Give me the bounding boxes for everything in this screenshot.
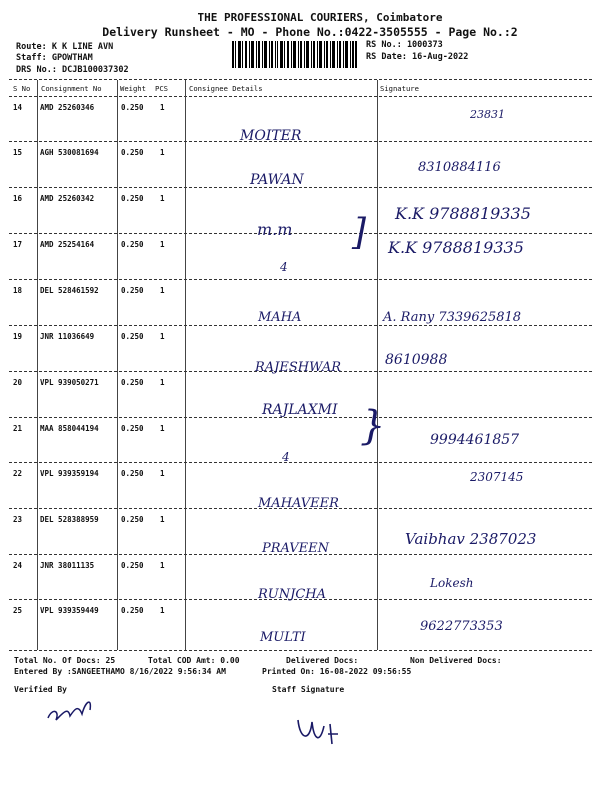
rs-date: RS Date: 16-Aug-2022 [366, 52, 469, 62]
handwritten-name: m.m [257, 220, 293, 239]
row-weight: 0.250 [121, 194, 144, 203]
handwritten-signature: 2307145 [470, 470, 524, 484]
row-consignment-no: AMD 25254164 [40, 240, 95, 249]
col-divider [377, 80, 378, 650]
row-separator [9, 325, 592, 326]
row-pcs: 1 [160, 606, 165, 615]
row-sno: 17 [13, 240, 23, 249]
row-sno: 16 [13, 194, 23, 203]
row-pcs: 1 [160, 424, 165, 433]
row-pcs: 1 [160, 469, 165, 478]
row-pcs: 1 [160, 515, 165, 524]
row-separator [9, 233, 592, 234]
handwritten-name: MOITER [240, 128, 302, 144]
row-weight: 0.250 [121, 424, 144, 433]
row-separator [9, 279, 592, 280]
row-sno: 25 [13, 606, 23, 615]
row-sno: 15 [13, 148, 23, 157]
non-delivered-docs: Non Delivered Docs: [410, 656, 502, 665]
handwritten-name: RAJLAXMI [262, 402, 338, 418]
staff-signature-mark [290, 700, 350, 750]
row-pcs: 1 [160, 103, 165, 112]
handwritten-signature: A. Rany 7339625818 [383, 310, 522, 325]
row-consignment-no: AGH 530081694 [40, 148, 99, 157]
staff-label: Staff: GPOWTHAM [16, 53, 93, 63]
handwritten-signature: 8610988 [385, 352, 448, 368]
bracket-mark: } [360, 403, 386, 449]
col-sno: S No [13, 84, 31, 93]
row-pcs: 1 [160, 194, 165, 203]
handwritten-signature: K.K 9788819335 [395, 204, 531, 223]
rs-number: RS No.: 1000373 [366, 40, 443, 50]
row-consignment-no: DEL 528461592 [40, 286, 99, 295]
drs-label: DRS No.: DCJB100037302 [16, 65, 129, 75]
row-weight: 0.250 [121, 561, 144, 570]
handwritten-name: MULTI [260, 630, 306, 645]
delivered-docs: Delivered Docs: [286, 656, 359, 665]
entered-by: Entered By :SANGEETHAMO 8/16/2022 9:56:34 AM [14, 667, 226, 676]
row-sno: 20 [13, 378, 23, 387]
handwritten-name: RUNJCHA [258, 587, 327, 602]
row-consignment-no: AMD 25260346 [40, 103, 95, 112]
row-consignment-no: DEL 528388959 [40, 515, 99, 524]
col-signature: Signature [380, 84, 419, 93]
row-weight: 0.250 [121, 148, 144, 157]
printed-on: Printed On: 16-08-2022 09:56:55 [262, 667, 412, 676]
handwritten-name: PRAVEEN [262, 541, 330, 556]
handwritten-signature: 9994461857 [430, 432, 520, 448]
col-consignee: Consignee Details [189, 84, 263, 93]
col-weight: Weight [120, 84, 146, 93]
row-sno: 21 [13, 424, 23, 433]
row-weight: 0.250 [121, 240, 144, 249]
col-divider [37, 80, 38, 650]
row-sno: 22 [13, 469, 23, 478]
handwritten-name: MAHAVEER [258, 496, 339, 511]
row-separator [9, 650, 592, 651]
handwritten-name: PAWAN [250, 172, 304, 188]
row-consignment-no: VPL 939359194 [40, 469, 99, 478]
row-sno: 18 [13, 286, 23, 295]
runsheet-subtitle: Delivery Runsheet - MO - Phone No.:0422-3505555 - Page No.:2 [102, 25, 518, 39]
row-weight: 0.250 [121, 469, 144, 478]
row-pcs: 1 [160, 148, 165, 157]
row-pcs: 1 [160, 240, 165, 249]
row-consignment-no: AMD 25260342 [40, 194, 95, 203]
row-weight: 0.250 [121, 332, 144, 341]
handwritten-signature: 8310884116 [418, 160, 501, 175]
row-pcs: 1 [160, 561, 165, 570]
verified-by-label: Verified By [14, 685, 67, 694]
header-top-rule [9, 79, 592, 80]
row-weight: 0.250 [121, 286, 144, 295]
row-pcs: 1 [160, 332, 165, 341]
row-sno: 14 [13, 103, 23, 112]
row-consignment-no: VPL 939359449 [40, 606, 99, 615]
col-pcs: PCS [155, 84, 168, 93]
row-separator [9, 462, 592, 463]
handwritten-name: MAHA [258, 310, 302, 325]
barcode-image [232, 41, 357, 68]
bracket-mark: ] [352, 212, 367, 253]
handwritten-name: RAJESHWAR [255, 360, 342, 375]
row-sno: 24 [13, 561, 23, 570]
col-consignment: Consignment No [41, 84, 102, 93]
row-weight: 0.250 [121, 515, 144, 524]
row-consignment-no: JNR 11036649 [40, 332, 95, 341]
row-pcs: 1 [160, 378, 165, 387]
handwritten-signature: 9622773353 [420, 619, 503, 634]
total-cod: Total COD Amt: 0.00 [148, 656, 240, 665]
row-weight: 0.250 [121, 378, 144, 387]
handwritten-name: 4 [282, 450, 290, 464]
row-consignment-no: JNR 38011135 [40, 561, 95, 570]
verifier-signature [40, 680, 110, 730]
handwritten-signature: 23831 [470, 108, 505, 121]
total-docs: Total No. Of Docs: 25 [14, 656, 116, 665]
company-title: THE PROFESSIONAL COURIERS, Coimbatore [197, 11, 443, 24]
row-sno: 23 [13, 515, 23, 524]
handwritten-signature: Lokesh [430, 576, 474, 590]
handwritten-name: 4 [280, 260, 288, 274]
row-sno: 19 [13, 332, 23, 341]
handwritten-signature: Vaibhav 2387023 [405, 530, 537, 548]
row-consignment-no: MAA 858044194 [40, 424, 99, 433]
row-weight: 0.250 [121, 103, 144, 112]
handwritten-signature: K.K 9788819335 [388, 238, 524, 257]
row-weight: 0.250 [121, 606, 144, 615]
row-consignment-no: VPL 939050271 [40, 378, 99, 387]
staff-signature-label: Staff Signature [272, 685, 345, 694]
col-divider [185, 80, 186, 650]
route-label: Route: K K LINE AVN [16, 42, 114, 52]
row-pcs: 1 [160, 286, 165, 295]
header-bottom-rule [9, 96, 592, 97]
col-divider [117, 80, 118, 650]
